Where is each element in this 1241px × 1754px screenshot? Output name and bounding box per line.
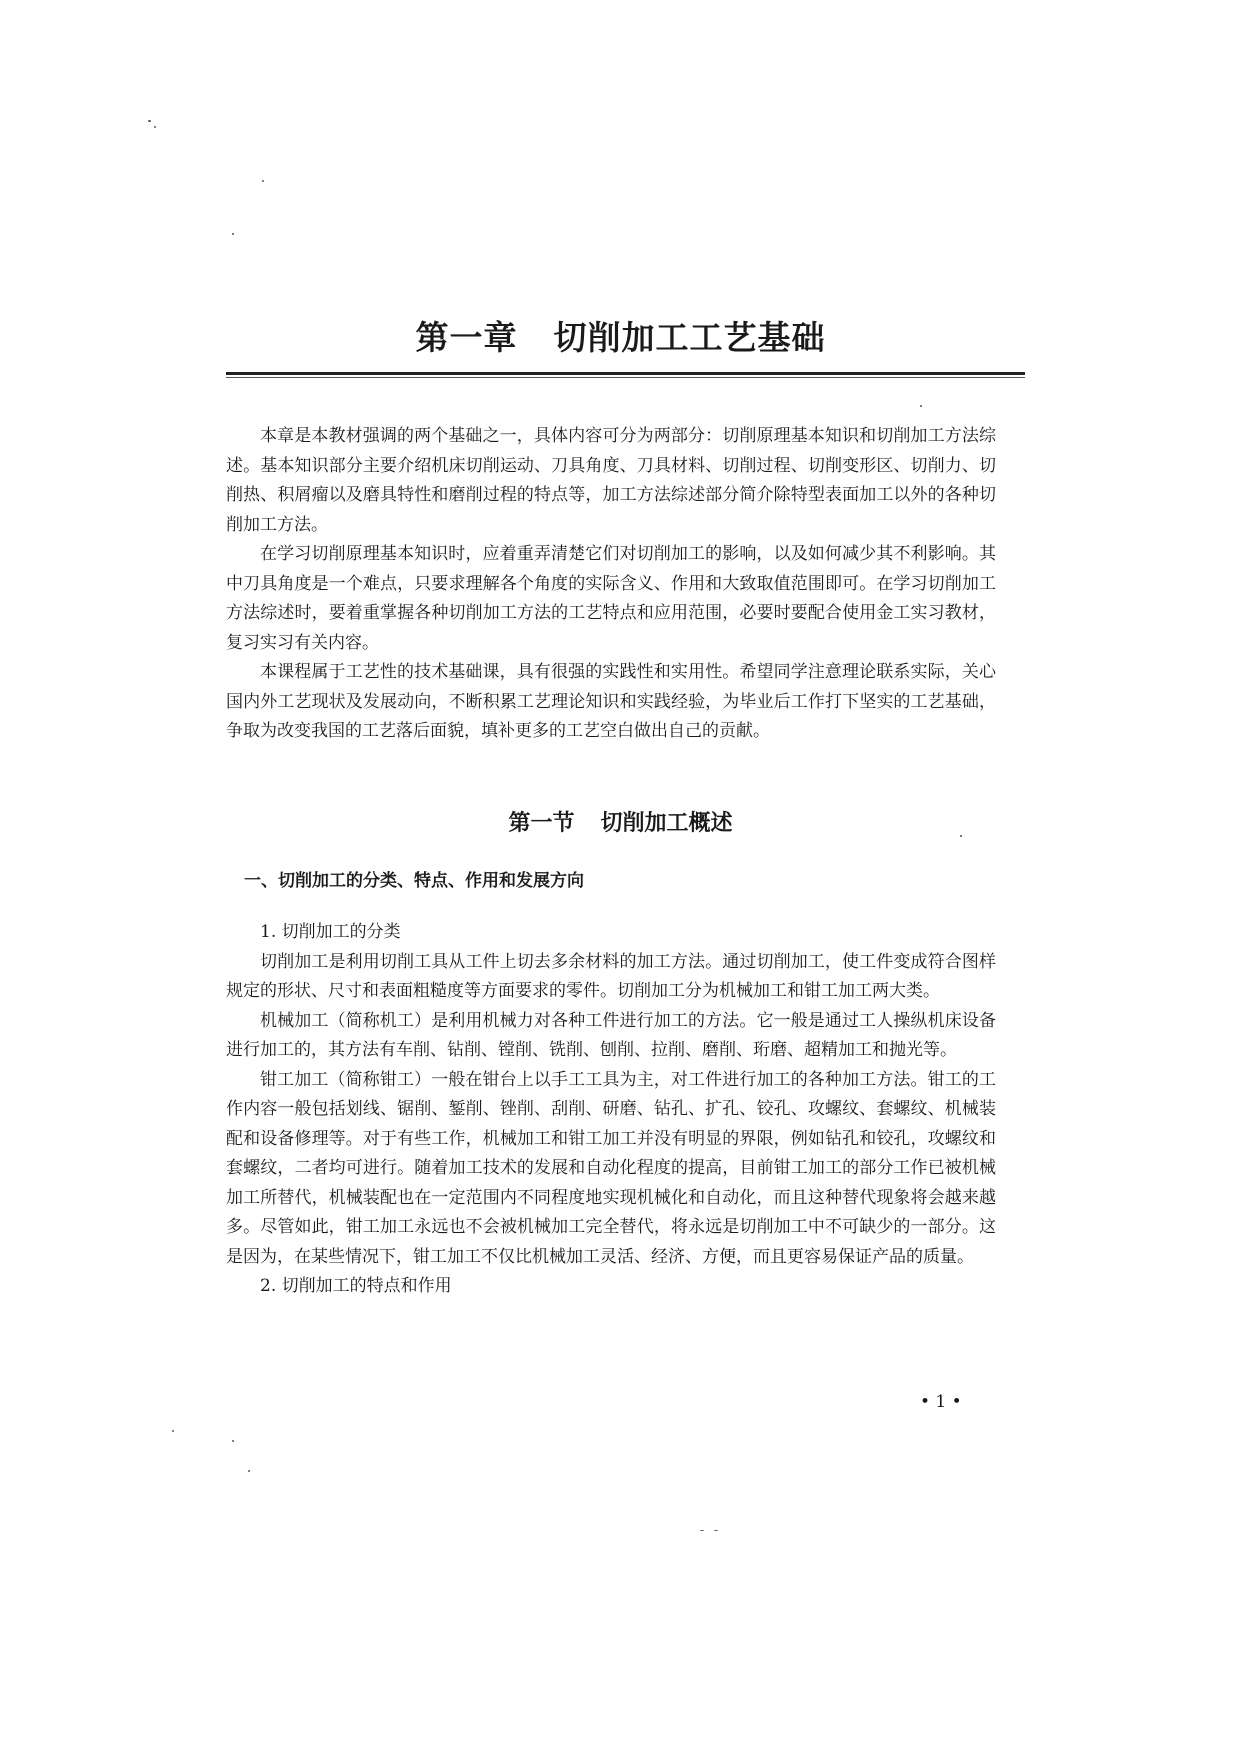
chapter-intro	[226, 422, 996, 747]
chapter-name: 切削加工工艺基础	[553, 318, 826, 357]
intro-paragraph: 在学习切削原理基本知识时，应着重弄清楚它们对切削加工的影响，以及如何减少其不利影响。其中刀具角度是一个难点，只要求理解各个角度的实际含义、作用和大致取值范围即可。在学习切削加工方法综述时，要着重掌握各种切削加工方法的工艺特点和应用范围，必要时要配合使用金工实习教材，复习实习有关内容。	[226, 544, 996, 653]
scan-speck	[714, 1530, 718, 1531]
scan-speck	[262, 180, 264, 182]
scan-speck	[172, 1430, 174, 1432]
body-paragraph: 切削加工是利用切削工具从工件上切去多余材料的加工方法。通过切削加工，使工件变成符合图样规定的形状、尺寸和表面粗糙度等方面要求的零件。切削加工分为机械加工和钳工加工两大类。	[226, 951, 996, 1001]
subsection-heading: 一、切削加工的分类、特点、作用和发展方向	[244, 871, 584, 891]
chapter-title	[0, 312, 1241, 359]
title-rule-thin	[226, 377, 1025, 378]
scan-speck	[920, 405, 922, 407]
chapter-label: 第一章	[415, 318, 518, 357]
section-title	[0, 806, 1241, 837]
intro-paragraph: 本章是本教材强调的两个基础之一，具体内容可分为两部分：切削原理基本知识和切削加工方法综述。基本知识部分主要介绍机床切削运动、刀具角度、刀具材料、切削过程、切削变形区、切削力、切削热、积屑瘤以及磨具特性和磨削过程的特点等，加工方法综述部分简介除特型表面加工以外的各种切削加工方法。	[226, 426, 996, 535]
intro-paragraph: 本课程属于工艺性的技术基础课，具有很强的实践性和实用性。希望同学注意理论联系实际，关心国内外工艺现状及发展动向，不断积累工艺理论知识和实践经验，为毕业后工作打下坚实的工艺基础，争取为改变我国的工艺落后面貌，填补更多的工艺空白做出自己的贡献。	[226, 662, 996, 741]
page-number: • 1 •	[920, 1392, 962, 1412]
scan-speck	[154, 126, 156, 128]
body-paragraph: 钳工加工（简称钳工）一般在钳台上以手工工具为主，对工件进行加工的各种加工方法。钳工的工作内容一般包括划线、锯削、錾削、锉削、刮削、研磨、钻孔、扩孔、铰孔、攻螺纹、套螺纹、机械装配和设备修理等。对于有些工作，机械加工和钳工加工并没有明显的界限，例如钻孔和铰孔，攻螺纹和套螺纹，二者均可进行。随着加工技术的发展和自动化程度的提高，目前钳工加工的部分工作已被机械加工所替代，机械装配也在一定范围内不同程度地实现机械化和自动化，而且这种替代现象将会越来越多。尽管如此，钳工加工永远也不会被机械加工完全替代，将永远是切削加工中不可缺少的一部分。这是因为，在某些情况下，钳工加工不仅比机械加工灵活、经济、方便，而且更容易保证产品的质量。	[226, 1069, 996, 1267]
item-heading: 1. 切削加工的分类	[260, 922, 401, 942]
scan-speck	[248, 1470, 250, 1472]
scan-speck	[700, 1530, 704, 1531]
body-paragraph: 机械加工（简称机工）是利用机械力对各种工件进行加工的方法。它一般是通过工人操纵机床设备进行加工的，其方法有车削、钻削、镗削、铣削、刨削、拉削、磨削、珩磨、超精加工和抛光等。	[226, 1010, 996, 1060]
scan-speck	[232, 1440, 234, 1442]
item-heading: 2. 切削加工的特点和作用	[260, 1276, 452, 1296]
item1-body	[226, 918, 996, 1302]
section-name: 切削加工概述	[600, 811, 733, 836]
section-label: 第一节	[508, 811, 575, 836]
title-rule-thick	[226, 372, 1025, 375]
scan-speck	[232, 233, 234, 235]
scan-speck	[148, 120, 151, 122]
